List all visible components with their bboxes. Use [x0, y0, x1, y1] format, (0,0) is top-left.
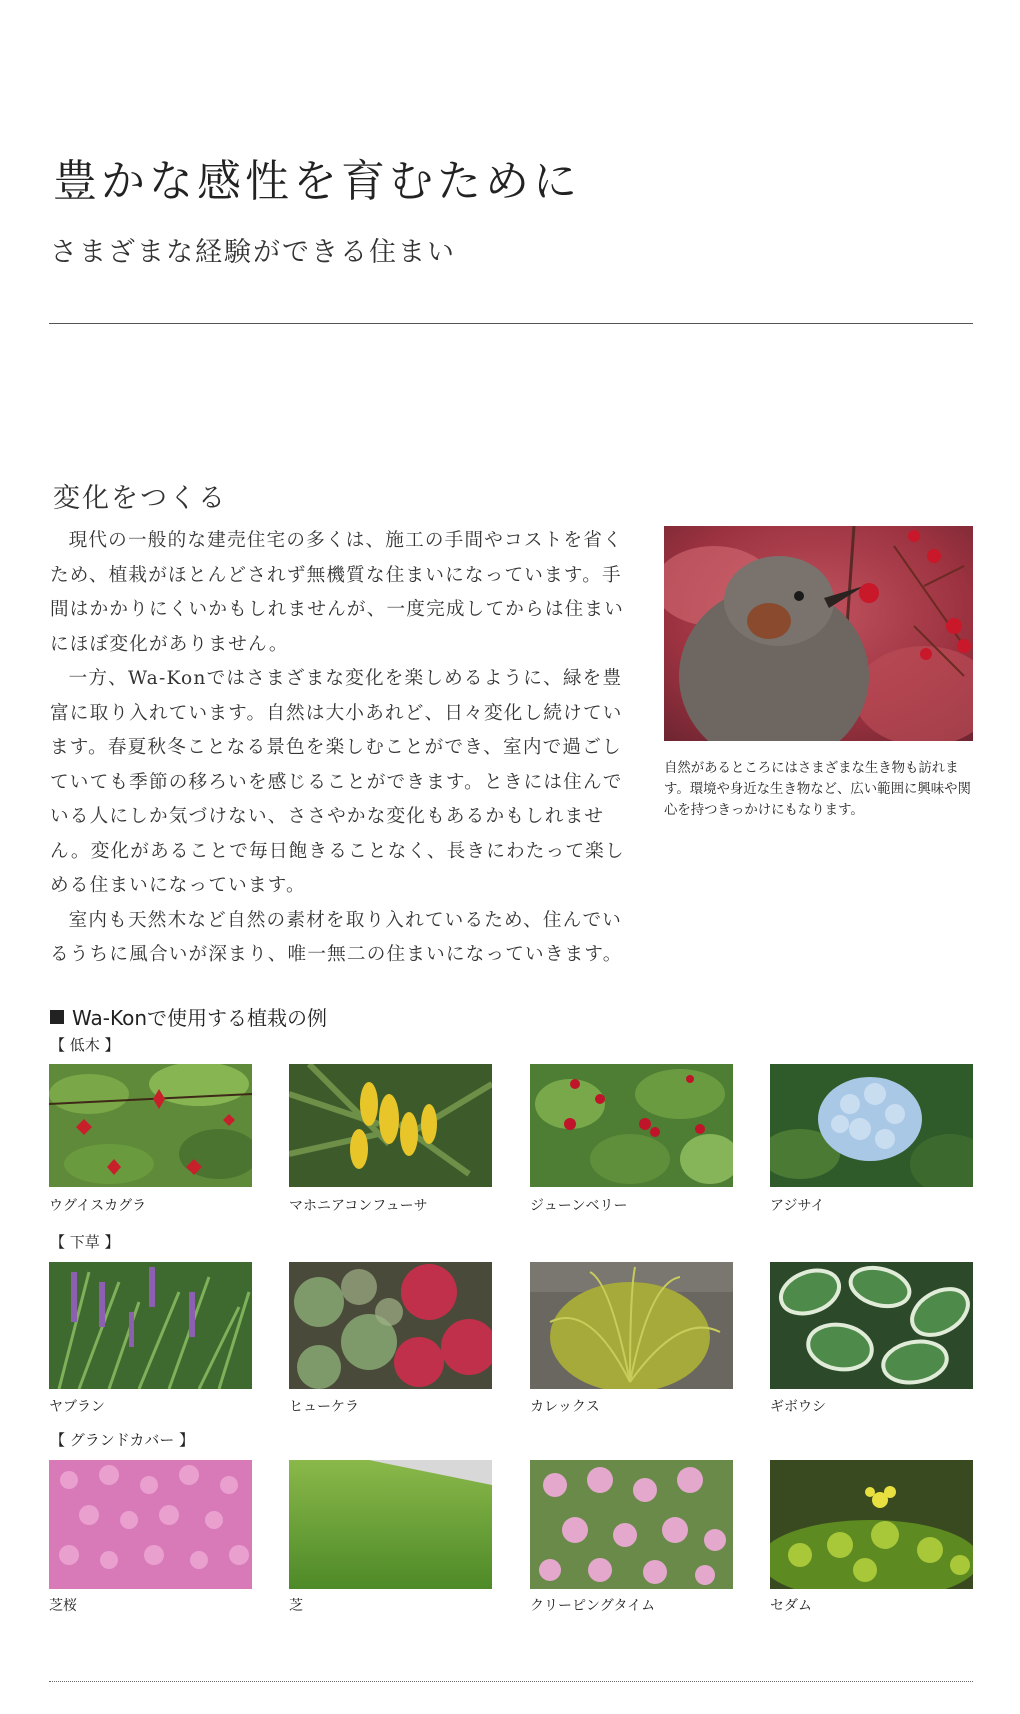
divider	[49, 323, 973, 324]
paragraph: 室内も天然木など自然の素材を取り入れているため、住んでいるうちに風合いが深まり、唯一無二の住まいになっていきます。	[50, 909, 623, 965]
plant-photo-yaburan	[49, 1262, 252, 1389]
page-subtitle: さまざまな経験ができる住まい	[50, 237, 456, 268]
plant-photo-sedum	[770, 1460, 973, 1589]
plant-photo-juneberry	[530, 1064, 733, 1187]
plant-photo-shibazakura	[49, 1460, 252, 1589]
plant-name: ウグイスカグラ	[49, 1198, 147, 1214]
square-bullet-icon	[50, 1010, 64, 1024]
body-text	[50, 524, 625, 973]
plant-name: 芝桜	[49, 1598, 77, 1614]
plant-photo-mahonia	[289, 1064, 492, 1187]
paragraph: 現代の一般的な建売住宅の多くは、施工の手間やコストを省くため、植栽がほとんどされず無機質な住まいになっています。手間はかかりにくいかもしれませんが、一度完成してからは住まいにほぼ変化がありません。	[50, 530, 625, 655]
plant-name: カレックス	[530, 1399, 600, 1415]
category-label-ground-cover: 【 グランドカバー 】	[50, 1431, 195, 1449]
divider-dotted	[49, 1681, 973, 1682]
category-label-shrub: 【 低木 】	[50, 1036, 120, 1054]
paragraph: 一方、Wa-Konではさまざまな変化を楽しめるように、緑を豊富に取り入れています。自然は大小あれど、日々変化し続けています。春夏秋冬ことなる景色を楽しむことができ、室内で過ごしていても季節の移ろいを感じることができます。ときには住んでいる人にしか気づけない、ささやかな変化もあるかもしれません。変化があることで毎日飽きることなく、長きにわたって楽しめる住まいになっています。	[50, 668, 625, 896]
plant-name: アジサイ	[770, 1198, 825, 1214]
plant-name: マホニアコンフューサ	[289, 1198, 428, 1214]
plant-name: ヤブラン	[49, 1399, 105, 1415]
section-heading: 変化をつくる	[53, 483, 227, 514]
plant-name: ギボウシ	[770, 1399, 826, 1415]
plant-name: クリーピングタイム	[530, 1598, 656, 1614]
plant-name: ジューンベリー	[530, 1198, 628, 1214]
bird-photo	[664, 526, 973, 741]
plant-name: ヒューケラ	[289, 1399, 359, 1415]
page-title: 豊かな感性を育むために	[53, 156, 581, 207]
plant-photo-hydrangea	[770, 1064, 973, 1187]
category-label-undergrowth: 【 下草 】	[50, 1233, 120, 1251]
plant-photo-uguisukagura	[49, 1064, 252, 1187]
plants-heading	[50, 1002, 327, 1031]
plant-photo-hosta	[770, 1262, 973, 1389]
plant-photo-creeping-thyme	[530, 1460, 733, 1589]
plants-heading-text: Wa-Konで使用する植栽の例	[72, 1006, 327, 1030]
plant-name: 芝	[289, 1598, 303, 1614]
plant-photo-heuchera	[289, 1262, 492, 1389]
photo-caption: 自然があるところにはさまざまな生き物も訪れます。環境や身近な生き物など、広い範囲に興味や関心を持つきっかけにもなります。	[664, 761, 971, 818]
plant-photo-shiba	[289, 1460, 492, 1589]
plant-photo-carex	[530, 1262, 733, 1389]
plant-name: セダム	[770, 1598, 812, 1614]
